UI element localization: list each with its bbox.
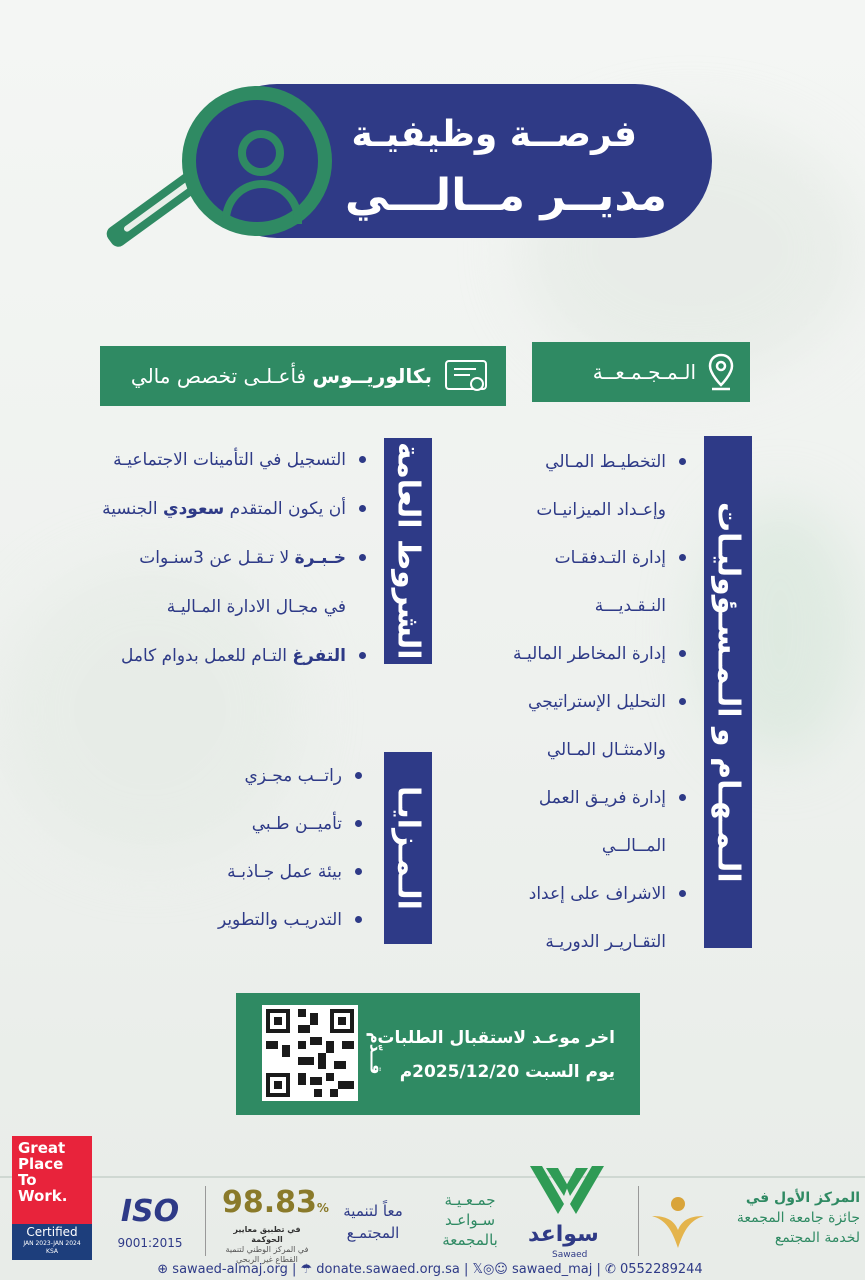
education-label: بكالوريــوس فأعـلـى تخصص مالي xyxy=(130,364,432,388)
benefit-item: تأميــن طـبي xyxy=(150,800,366,848)
footer-divider xyxy=(0,1176,865,1178)
benefits-list xyxy=(150,752,366,944)
great-place-to-work-badge xyxy=(12,1136,92,1260)
condition-item: خـبـرة لا تـقـل عن 3سنـوات xyxy=(88,534,370,583)
conditions-list xyxy=(88,436,370,681)
education-bar xyxy=(100,346,506,406)
iso-badge: ISO 9001:2015 xyxy=(117,1194,183,1250)
benefit-item: راتــب مجـزي xyxy=(150,752,366,800)
conditions-heading: الشروط العامة xyxy=(384,438,432,664)
location-bar xyxy=(532,342,750,402)
benefits-heading: الـمـزايـا xyxy=(384,752,432,944)
condition-item: في مجـال الادارة المـاليـة xyxy=(166,597,346,617)
condition-item: التفرغ التـام للعمل بدوام كامل xyxy=(88,632,370,681)
responsibility-item: إدارة فريـق العمل xyxy=(470,774,690,822)
benefit-item: التدريـب والتطوير xyxy=(150,896,366,944)
person-head-icon xyxy=(238,130,284,176)
benefit-item: بيئة عمل جـاذبـة xyxy=(150,848,366,896)
job-title: مديــر مــالـــي xyxy=(345,170,667,221)
responsibility-item: النـقـديـــة xyxy=(594,596,666,616)
responsibility-item: إدارة المخاطر الماليـة xyxy=(470,630,690,678)
qr-code-icon[interactable] xyxy=(262,1005,358,1101)
location-label: الـمـجـمـعــة xyxy=(592,360,696,384)
responsibility-item: والامتثـال المـالي xyxy=(546,740,666,760)
certificate-icon xyxy=(444,357,490,395)
responsibility-item: المــالــي xyxy=(601,836,666,856)
responsibility-item: التقـاريـر الدوريـة xyxy=(545,932,666,952)
page-title: فرصــة وظيفيـة xyxy=(351,114,637,155)
deadline-date: يوم السبت 2025/12/20م xyxy=(399,1062,615,1082)
responsibility-item: التحليل الإستراتيجي xyxy=(470,678,690,726)
footer-separator xyxy=(638,1186,639,1256)
map-pin-icon xyxy=(708,353,734,391)
responsibilities-heading: الـمـهـام و الـمـسـؤوليـات xyxy=(704,436,752,948)
contact-links[interactable]: ⊕ sawaed-almaj.org | ☂ donate.sawaed.org.sa | 𝕏◎☺ sawaed_maj | ✆ 0552289244 xyxy=(157,1262,703,1277)
tagline: معاً لتنمية المجتمـع xyxy=(343,1202,403,1242)
governance-badge: 98.83% في تطبيق معايير الحوكمة في المركز الوطني لتنمية القطاع غير الربحي xyxy=(222,1185,329,1264)
responsibility-item: وإعـداد الميزانيـات xyxy=(536,500,666,520)
footer-separator xyxy=(205,1186,206,1256)
responsibility-item: التخطيـط المـالي xyxy=(470,438,690,486)
responsibilities-list xyxy=(470,438,690,966)
gptw-title: Great Place To Work. xyxy=(18,1139,68,1205)
award-trophy-icon xyxy=(646,1190,710,1254)
responsibility-item: الاشراف على إعداد xyxy=(470,870,690,918)
condition-item: أن يكون المتقدم سعودي الجنسية xyxy=(88,485,370,534)
sawaed-wordmark: سواعد xyxy=(528,1222,599,1247)
condition-item: التسجيل في التأمينات الاجتماعيـة xyxy=(88,436,370,485)
association-name: جمـعـيـة سـواعـد بالمجمعة xyxy=(442,1191,498,1249)
gptw-certified: Certified JAN 2023-JAN 2024 KSA xyxy=(12,1224,92,1260)
sawaed-wordmark-en: Sawaed xyxy=(552,1250,588,1260)
award-text: المركز الأول في جائزة جامعة المجمعة لخدمة المجتمع xyxy=(736,1190,860,1246)
responsibility-item: إدارة التـدفقـات xyxy=(470,534,690,582)
deadline-line-1: اخر موعـد لاستقبال الطلبات xyxy=(377,1028,615,1048)
apply-label: قــدّم xyxy=(366,1031,386,1075)
